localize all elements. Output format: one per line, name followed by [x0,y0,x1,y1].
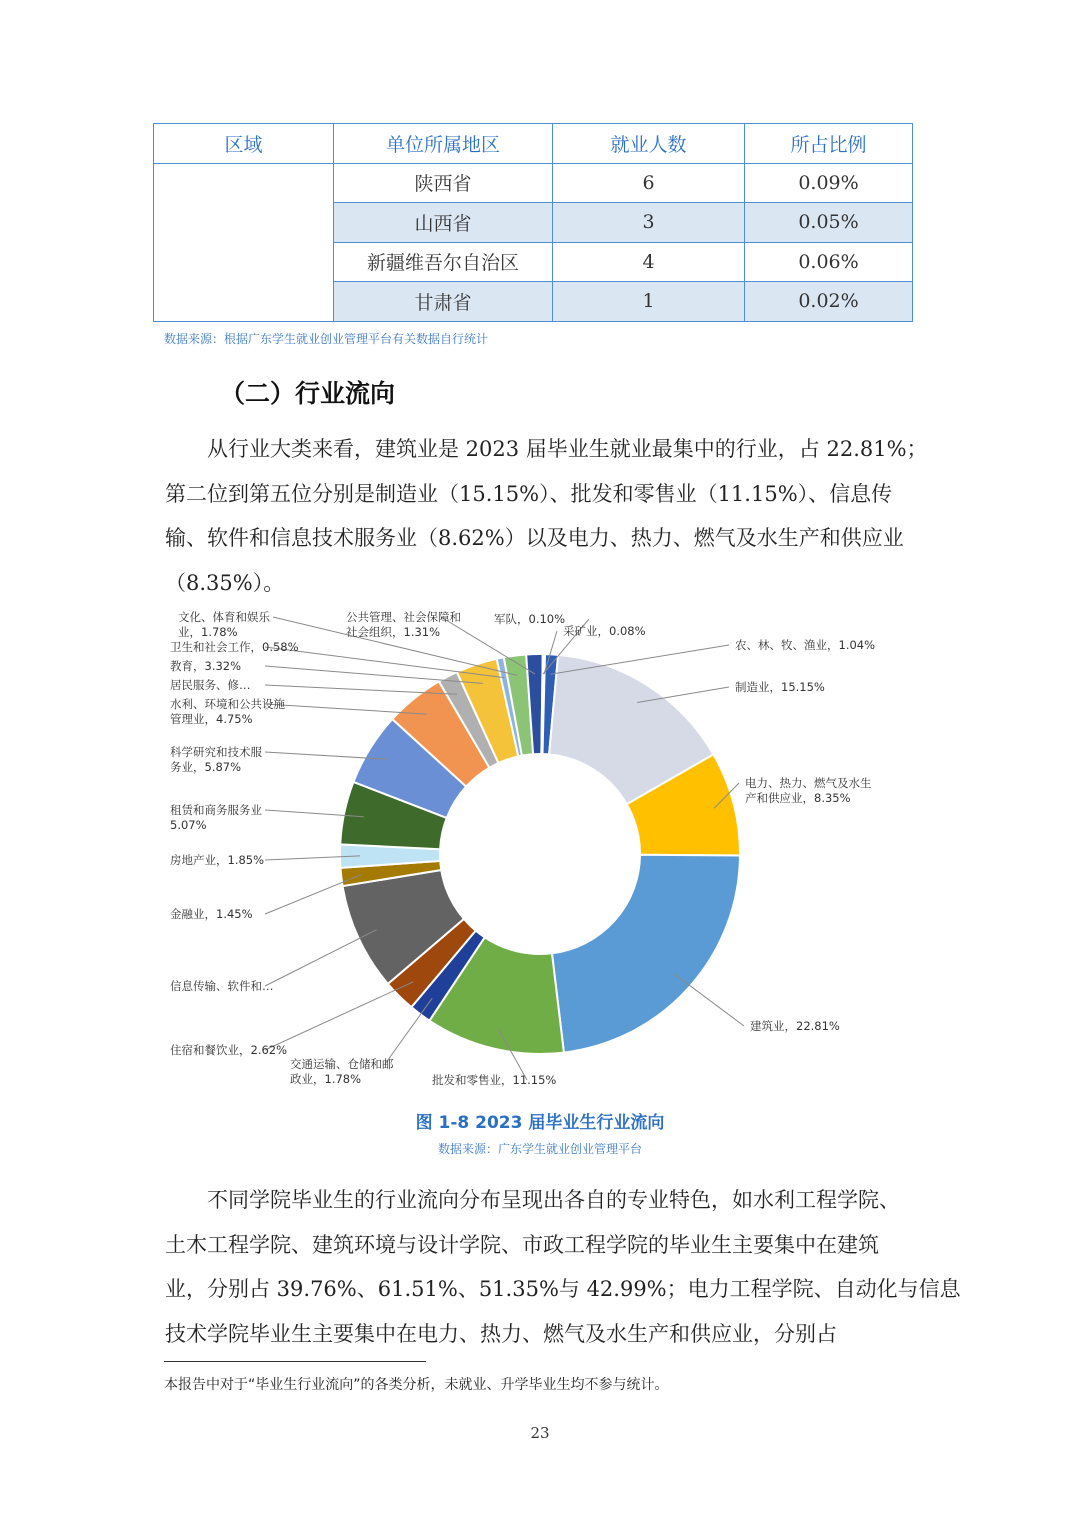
table-cell: 3 [553,203,745,243]
table-header-row [154,124,913,164]
slice-label: 科学研究和技术服务业，5.87% [170,745,262,774]
table-row [154,163,913,203]
table-cell: 0.02% [745,282,913,322]
slice-label: 金融业，1.45% [170,907,253,921]
paragraph-line: 不同学院毕业生的行业流向分布呈现出各自的专业特色，如水利工程学院、 [207,1188,900,1212]
header-region: 区域 [154,124,334,164]
table-cell: 4 [553,242,745,282]
table-cell: 6 [553,163,745,203]
slice-label: 批发和零售业，11.15% [432,1073,557,1087]
paragraph-1 [165,427,928,605]
paragraph-line: 土木工程学院、建筑环境与设计学院、市政工程学院的毕业生主要集中在建筑 [165,1232,879,1257]
table-source: 数据来源：根据广东学生就业创业管理平台有关数据自行统计 [164,332,489,346]
table-cell: 1 [553,282,745,322]
header-unit-region: 单位所属地区 [334,124,553,164]
header-count: 就业人数 [553,124,745,164]
slice-label: 租赁和商务服务业 5.07% [170,803,262,832]
table-cell: 甘肃省 [334,282,553,322]
slice-label: 教育，3.32% [170,659,242,673]
slice-label: 公共管理、社会保障和社会组织，1.31% [346,610,461,639]
slice-label: 信息传输、软件和… [170,979,274,993]
chart-source: 数据来源：广东学生就业创业管理平台 [437,1142,642,1156]
leader-line [265,982,413,1050]
slice-label: 住宿和餐饮业，2.62% [170,1043,288,1057]
region-table [153,123,913,322]
footnote: 本报告中对于“毕业生行业流向”的各类分析，未就业、升学毕业生均不参与统计。 [164,1377,669,1393]
slice-label: 交通运输、仓储和邮政业，1.78% [290,1057,394,1086]
leader-line [265,930,377,986]
paragraph-line: （8.35%）。 [165,570,285,595]
slice-label: 建筑业，22.81% [750,1019,840,1033]
table-cell: 0.09% [745,163,913,203]
donut-slice [552,855,740,1053]
slice-label: 制造业，15.15% [735,680,825,694]
industry-donut-chart [0,600,1080,1100]
chart-caption: 图 1-8 2023 届毕业生行业流向 [415,1113,665,1133]
table-cell: 0.06% [745,242,913,282]
page-number: 23 [530,1424,550,1442]
paragraph-2 [165,1178,961,1356]
leader-line [674,974,744,1026]
slice-label: 采矿业，0.08% [563,624,646,638]
paragraph-line: 业，分别占 39.76%、61.51%、51.35%与 42.99%；电力工程学院、自动化与信息 [165,1277,961,1301]
leader-line [385,998,432,1064]
slice-label: 水利、环境和公共设施管理业，4.75% [170,697,285,726]
leader-line [265,647,504,678]
paragraph-line: 第二位到第五位分别是制造业（15.15%）、批发和零售业（11.15%）、信息传 [165,481,893,506]
footnote-rule [164,1361,426,1362]
slice-label: 卫生和社会工作，0.58% [170,640,299,654]
paragraph-line: 从行业大类来看，建筑业是 2023 届毕业生就业最集中的行业，占 22.81%； [207,437,928,461]
table-cell: 0.05% [745,203,913,243]
slice-label: 军队，0.10% [494,612,566,626]
header-ratio: 所占比例 [745,124,913,164]
slice-label: 文化、体育和娱乐业，1.78% [178,610,270,639]
slice-label: 电力、热力、燃气及水生产和供应业，8.35% [745,776,872,805]
section-title: （二）行业流向 [220,379,396,408]
table-cell: 山西省 [334,203,553,243]
slice-label: 农、林、牧、渔业，1.04% [735,638,876,652]
region-cell-empty [154,163,334,321]
slice-label: 房地产业，1.85% [170,853,265,867]
paragraph-line: 输、软件和信息技术服务业（8.62%）以及电力、热力、燃气及水生产和供应业 [165,526,904,550]
table-cell: 陕西省 [334,163,553,203]
table-cell: 新疆维吾尔自治区 [334,242,553,282]
paragraph-line: 技术学院毕业生主要集中在电力、热力、燃气及水生产和供应业，分别占 [165,1321,837,1346]
slice-label: 居民服务、修… [170,678,251,692]
